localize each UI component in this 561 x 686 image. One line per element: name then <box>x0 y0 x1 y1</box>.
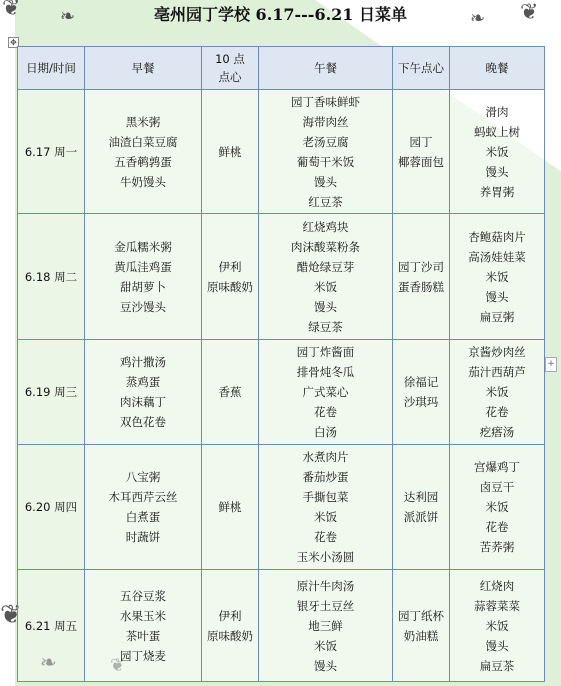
menu-item: 伊利 <box>218 259 242 274</box>
menu-item: 奶油糕 <box>403 628 439 643</box>
table-move-handle-icon[interactable]: ✥ <box>8 37 19 48</box>
menu-item: 京酱炒肉丝 <box>468 345 526 359</box>
menu-item: 园丁炸酱面 <box>296 345 355 359</box>
menu-item: 醋炝绿豆芽 <box>296 259 355 274</box>
header-lunch: 午餐 <box>259 47 393 90</box>
menu-item: 鲜桃 <box>218 500 242 514</box>
menu-item: 香蕉 <box>218 385 242 399</box>
menu-item: 达利园 <box>403 490 439 504</box>
menu-item: 园丁香味鲜虾 <box>291 94 360 109</box>
table-header-row <box>18 47 545 90</box>
menu-item: 疙瘩汤 <box>479 425 515 439</box>
menu-item: 宫爆鸡丁 <box>474 460 520 474</box>
dinner-cell <box>450 214 545 340</box>
lunch-cell <box>259 90 393 214</box>
menu-item: 椰蓉面包 <box>398 154 444 169</box>
morning-snack-cell <box>202 570 259 682</box>
menu-item: 茶叶蛋 <box>125 628 161 643</box>
menu-item: 水果玉米 <box>120 608 166 623</box>
menu-item: 高汤娃娃菜 <box>468 249 526 264</box>
menu-item: 米饭 <box>485 144 509 159</box>
table-row <box>18 570 545 682</box>
dinner-cell <box>450 445 545 570</box>
menu-item: 馒头 <box>485 289 509 304</box>
morning-snack-cell <box>202 214 259 340</box>
menu-item: 木耳西芹云丝 <box>108 490 178 504</box>
menu-item: 原味酸奶 <box>207 628 253 643</box>
menu-item: 原味酸奶 <box>207 279 253 294</box>
menu-item: 苦荞粥 <box>479 540 515 554</box>
breakfast-cell <box>85 214 202 340</box>
vine-decoration-bottom-left: ❦ <box>0 600 22 630</box>
menu-item: 馒头 <box>485 638 509 653</box>
menu-item: 扁豆粥 <box>479 309 515 324</box>
menu-item: 茄汁西葫芦 <box>468 365 526 379</box>
menu-item: 金瓜糯米粥 <box>114 239 172 254</box>
menu-item: 园丁纸杯 <box>398 608 444 623</box>
menu-item: 蒜蓉菜菜 <box>474 598 520 613</box>
afternoon-snack-cell <box>393 445 450 570</box>
breakfast-cell <box>85 445 202 570</box>
menu-item: 绿豆茶 <box>308 319 343 334</box>
menu-item: 牛奶馒头 <box>120 174 166 189</box>
menu-table <box>17 46 545 682</box>
menu-item: 滑肉 <box>485 104 509 119</box>
morning-snack-cell <box>202 340 259 445</box>
menu-item: 园丁沙司 <box>398 259 444 274</box>
menu-item: 花卷 <box>314 405 337 419</box>
table-row <box>18 90 545 214</box>
menu-item: 排骨炖冬瓜 <box>296 365 355 379</box>
menu-item: 豆沙馒头 <box>120 299 166 314</box>
header-afternoon-snack: 下午点心 <box>393 47 450 90</box>
header-morning-snack: 10 点 点心 <box>202 47 259 90</box>
menu-item: 蛋香肠糕 <box>398 279 444 294</box>
date-cell: 6.18 周二 <box>18 214 85 340</box>
morning-snack-cell <box>202 90 259 214</box>
menu-item: 八宝粥 <box>125 470 161 484</box>
menu-item: 肉沫酸菜粉条 <box>291 239 360 254</box>
vine-decoration-top-right-2: ❧ <box>470 8 486 29</box>
breakfast-cell <box>85 340 202 445</box>
menu-item: 红烧鸡块 <box>302 219 349 234</box>
table-row <box>18 445 545 570</box>
menu-item: 时蔬饼 <box>125 530 161 544</box>
lunch-cell <box>259 340 393 445</box>
menu-item: 馒头 <box>314 658 337 673</box>
menu-item: 水煮肉片 <box>302 450 349 464</box>
menu-item: 油渣白菜豆腐 <box>108 134 178 149</box>
menu-item: 红豆茶 <box>308 194 343 209</box>
menu-item: 米饭 <box>314 510 337 524</box>
menu-item: 鲜桃 <box>218 144 242 159</box>
menu-item: 手撕包菜 <box>302 490 349 504</box>
date-cell: 6.20 周四 <box>18 445 85 570</box>
breakfast-cell <box>85 90 202 214</box>
dinner-cell <box>450 340 545 445</box>
menu-item: 花卷 <box>485 405 509 419</box>
header-breakfast: 早餐 <box>85 47 202 90</box>
menu-item: 蚂蚁上树 <box>474 124 520 139</box>
vine-decoration-bottom-left-2: ❧ <box>40 650 57 674</box>
menu-item: 卤豆干 <box>479 480 515 494</box>
lunch-cell <box>259 445 393 570</box>
menu-item: 广式菜心 <box>302 385 349 399</box>
date-cell: 6.17 周一 <box>18 90 85 214</box>
menu-item: 玉米小汤圆 <box>296 550 355 564</box>
menu-item: 白汤 <box>314 425 337 439</box>
menu-item: 肉沫藕丁 <box>120 395 166 409</box>
menu-item: 杏鲍菇肉片 <box>468 229 526 244</box>
menu-item: 鸡汁撒汤 <box>120 355 166 369</box>
menu-item: 米饭 <box>485 385 509 399</box>
date-cell: 6.21 周五 <box>18 570 85 682</box>
menu-item: 五谷豆浆 <box>120 588 166 603</box>
dinner-cell <box>450 570 545 682</box>
menu-item: 银牙土豆丝 <box>296 598 355 613</box>
menu-item: 白煮蛋 <box>125 510 161 524</box>
header-dinner: 晚餐 <box>450 47 545 90</box>
menu-item: 双色花卷 <box>120 415 166 429</box>
menu-item: 葡萄干米饭 <box>296 154 355 169</box>
menu-item: 海带肉丝 <box>302 114 349 129</box>
page-title: 亳州园丁学校 6.17---6.21 日菜单 <box>153 5 407 24</box>
row-insert-handle-icon[interactable]: + <box>545 357 557 372</box>
menu-item: 馒头 <box>314 299 337 314</box>
afternoon-snack-cell <box>393 570 450 682</box>
menu-item: 派派饼 <box>403 510 439 524</box>
menu-item: 养胃粥 <box>479 184 515 199</box>
menu-item: 黑米粥 <box>125 114 161 129</box>
menu-item: 花卷 <box>485 520 509 534</box>
table-row <box>18 340 545 445</box>
menu-item: 花卷 <box>314 530 337 544</box>
menu-item: 园丁烧麦 <box>120 648 166 663</box>
menu-item: 黄瓜洼鸡蛋 <box>114 259 172 274</box>
date-cell: 6.19 周三 <box>18 340 85 445</box>
lunch-cell <box>259 214 393 340</box>
menu-item: 徐福记 <box>403 375 439 389</box>
afternoon-snack-cell <box>393 214 450 340</box>
menu-item: 番茄炒蛋 <box>302 470 349 484</box>
menu-item: 伊利 <box>218 608 242 623</box>
menu-item: 原汁牛肉汤 <box>296 578 355 593</box>
menu-item: 米饭 <box>314 279 337 294</box>
vine-decoration-top-right: ❦ <box>520 0 539 25</box>
menu-item: 蒸鸡蛋 <box>125 375 161 389</box>
dinner-cell <box>450 90 545 214</box>
menu-item: 园丁 <box>409 134 433 149</box>
menu-item: 五香鹌鹑蛋 <box>114 154 172 169</box>
lunch-cell <box>259 570 393 682</box>
afternoon-snack-cell <box>393 90 450 214</box>
menu-item: 米饭 <box>485 500 509 514</box>
afternoon-snack-cell <box>393 340 450 445</box>
breakfast-cell <box>85 570 202 682</box>
menu-item: 老汤豆腐 <box>302 134 349 149</box>
menu-item: 地三鲜 <box>308 618 343 633</box>
menu-item: 扁豆茶 <box>479 658 515 673</box>
menu-item: 甜胡萝卜 <box>120 279 166 294</box>
vine-decoration-top-left: ❦ <box>2 0 21 21</box>
menu-item: 红烧肉 <box>479 578 515 593</box>
menu-item: 米饭 <box>314 638 337 653</box>
table-row <box>18 214 545 340</box>
menu-item: 馒头 <box>314 174 337 189</box>
menu-item: 沙琪玛 <box>403 395 439 409</box>
vine-decoration-top-left-2: ❧ <box>60 6 76 27</box>
morning-snack-cell <box>202 445 259 570</box>
menu-item: 米饭 <box>485 618 509 633</box>
menu-item: 米饭 <box>485 269 509 284</box>
menu-item: 馒头 <box>485 164 509 179</box>
header-date: 日期/时间 <box>18 47 85 90</box>
